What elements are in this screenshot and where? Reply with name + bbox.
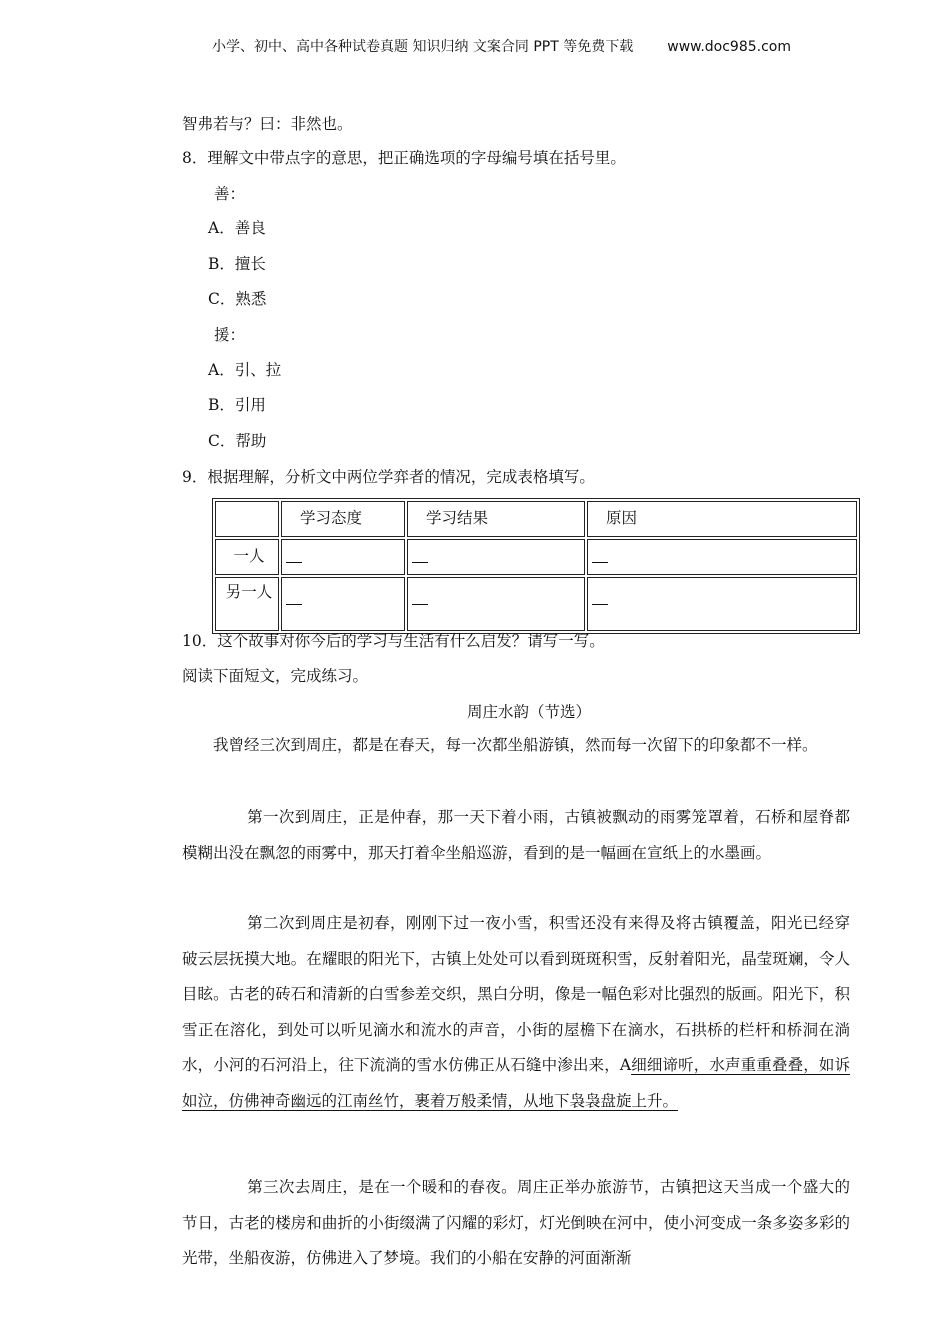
option-yuan-c: C．帮助: [208, 432, 267, 450]
table-header-cell: 原因: [587, 501, 857, 537]
paragraph-3-text: 第二次到周庄是初春，刚刚下过一夜小雪，积雪还没有来得及将古镇覆盖，阳光已经穿破云层抚摸大地。在耀眼的阳光下，古镇上处处可以看到斑斑积雪，反射着阳光，晶莹斑斓，令人目眩。古老的砖石和清新的白雪参差交织，黑白分明，像是一幅色彩对比强烈的版画。阳光下，积雪正在溶化，到处可以听见滴水和流水的声音，小街的屋檐下在滴水，石拱桥的栏杆和桥洞在淌水，小河的石河沿上，往下流淌的雪水仿佛正从石缝中渗出来，: [182, 914, 850, 1075]
passage-paragraph-1: 我曾经三次到周庄，都是在春天，每一次都坐船游镇，然而每一次留下的印象都不一样。: [213, 736, 818, 754]
question-9: 9．根据理解，分析文中两位学弈者的情况，完成表格填写。: [182, 468, 595, 486]
question-8: 8．理解文中带点字的意思，把正确选项的字母编号填在括号里。: [182, 149, 626, 167]
passage-title: 周庄水韵（节选）: [467, 703, 592, 721]
answer-blank[interactable]: [587, 577, 857, 631]
header-text: 小学、初中、高中各种试卷真题 知识归纳 文案合同 PPT 等免费下载: [212, 39, 634, 55]
option-yuan-b: B．引用: [208, 396, 266, 414]
reading-instruction: 阅读下面短文，完成练习。: [182, 667, 369, 685]
table-row-label: 另一人: [215, 577, 279, 631]
table-header-cell: 学习结果: [407, 501, 585, 537]
answer-blank[interactable]: [407, 577, 585, 631]
answer-blank[interactable]: [281, 539, 405, 575]
answer-blank[interactable]: [407, 539, 585, 575]
page-header: [212, 36, 791, 56]
table-header-cell: 学习态度: [281, 501, 405, 537]
table-row: [215, 539, 857, 575]
table-header-row: [215, 501, 857, 537]
table-header-cell: [215, 501, 279, 537]
header-url[interactable]: www.doc985.com: [667, 39, 791, 55]
table-row: [215, 577, 857, 631]
answer-blank[interactable]: [587, 539, 857, 575]
option-shan-b: B．擅长: [208, 255, 266, 273]
underlined-sentence-a: 细细谛听，水声重重叠叠，如诉如泣，仿佛神奇幽远的江南丝竹，裹着万般柔情，从地下袅袅盘旋上升。: [182, 1056, 850, 1110]
option-label-shan: 善：: [214, 185, 246, 203]
option-shan-a: A．善良: [208, 219, 266, 237]
passage-paragraph-2: 第一次到周庄，正是仲春，那一天下着小雨，古镇被飘动的雨雾笼罩着，石桥和屋脊都模糊出没在飘忽的雨雾中，那天打着伞坐船巡游，看到的是一幅画在宣纸上的水墨画。: [182, 808, 850, 862]
answer-blank[interactable]: [281, 577, 405, 631]
option-yuan-a: A．引、拉: [208, 361, 282, 379]
passage-paragraph-4: 第三次去周庄，是在一个暖和的春夜。周庄正举办旅游节，古镇把这天当成一个盛大的节日，古老的楼房和曲折的小街缀满了闪耀的彩灯，灯光倒映在河中，使小河变成一条多姿多彩的光带，坐船夜游，仿佛进入了梦境。我们的小船在安静的河面渐渐: [182, 1178, 850, 1268]
option-label-yuan: 援：: [214, 326, 246, 344]
answer-table: [212, 498, 860, 634]
passage-paragraph-3: [182, 906, 850, 1120]
text-line: 智弗若与？曰：非然也。: [182, 115, 353, 133]
annotation-mark-a: A: [619, 1056, 632, 1075]
question-10: 10．这个故事对你今后的学习与生活有什么启发？请写一写。: [182, 632, 605, 650]
option-shan-c: C．熟悉: [208, 290, 267, 308]
table-row-label: 一人: [215, 539, 279, 575]
